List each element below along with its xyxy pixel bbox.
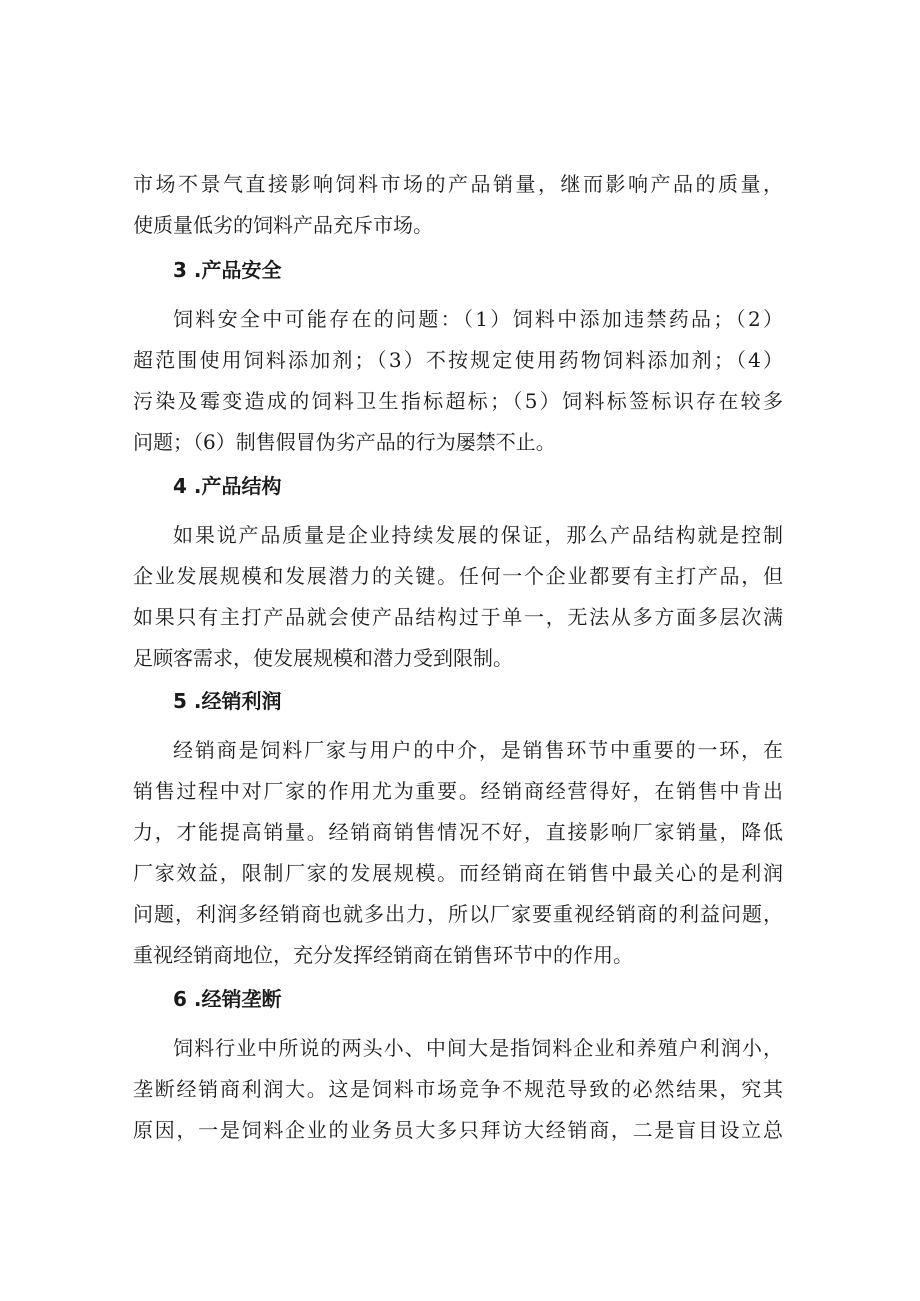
paragraph-line: 厂家效益，限制厂家的发展规模。而经销商在销售中最关心的是利润 bbox=[133, 861, 783, 885]
section-heading-3: 3 .产品安全 bbox=[173, 258, 282, 282]
paragraph-line: 企业发展规模和发展潜力的关键。任何一个企业都要有主打产品，但 bbox=[133, 564, 783, 588]
section-heading-6: 6 .经销垄断 bbox=[173, 987, 282, 1011]
paragraph-line: 经销商是饲料厂家与用户的中介，是销售环节中重要的一环，在 bbox=[173, 738, 783, 762]
paragraph-line: 污染及霉变造成的饲料卫生指标超标；（5）饲料标签标识存在较多 bbox=[133, 389, 783, 413]
paragraph-line: 市场不景气直接影响饲料市场的产品销量，继而影响产品的质量， bbox=[133, 172, 783, 196]
paragraph-line: 饲料安全中可能存在的问题：（1）饲料中添加违禁药品；（2） bbox=[173, 307, 783, 331]
paragraph-line: 垄断经销商利润大。这是饲料市场竞争不规范导致的必然结果，究其 bbox=[133, 1077, 783, 1101]
paragraph-line: 问题；（6）制售假冒伪劣产品的行为屡禁不止。 bbox=[133, 430, 556, 454]
paragraph-line: 重视经销商地位，充分发挥经销商在销售环节中的作用。 bbox=[133, 943, 633, 967]
paragraph-line: 销售过程中对厂家的作用尤为重要。经销商经营得好，在销售中肯出 bbox=[133, 779, 783, 803]
paragraph-line: 超范围使用饲料添加剂；（3）不按规定使用药物饲料添加剂；（4） bbox=[133, 348, 783, 372]
paragraph-line: 饲料行业中所说的两头小、中间大是指饲料企业和养殖户利润小， bbox=[173, 1036, 783, 1060]
paragraph-line: 原因，一是饲料企业的业务员大多只拜访大经销商，二是盲目设立总 bbox=[133, 1118, 783, 1142]
paragraph-line: 使质量低劣的饲料产品充斥市场。 bbox=[133, 213, 433, 237]
paragraph-line: 问题，利润多经销商也就多出力，所以厂家要重视经销商的利益问题， bbox=[133, 902, 783, 926]
paragraph-line: 足顾客需求，使发展规模和潜力受到限制。 bbox=[133, 646, 513, 670]
section-heading-5: 5 .经销利润 bbox=[173, 689, 282, 713]
paragraph-line: 力，才能提高销量。经销商销售情况不好，直接影响厂家销量，降低 bbox=[133, 820, 783, 844]
paragraph-line: 如果说产品质量是企业持续发展的保证，那么产品结构就是控制 bbox=[173, 523, 783, 547]
section-heading-4: 4 .产品结构 bbox=[173, 474, 282, 498]
paragraph-line: 如果只有主打产品就会使产品结构过于单一，无法从多方面多层次满 bbox=[133, 605, 783, 629]
